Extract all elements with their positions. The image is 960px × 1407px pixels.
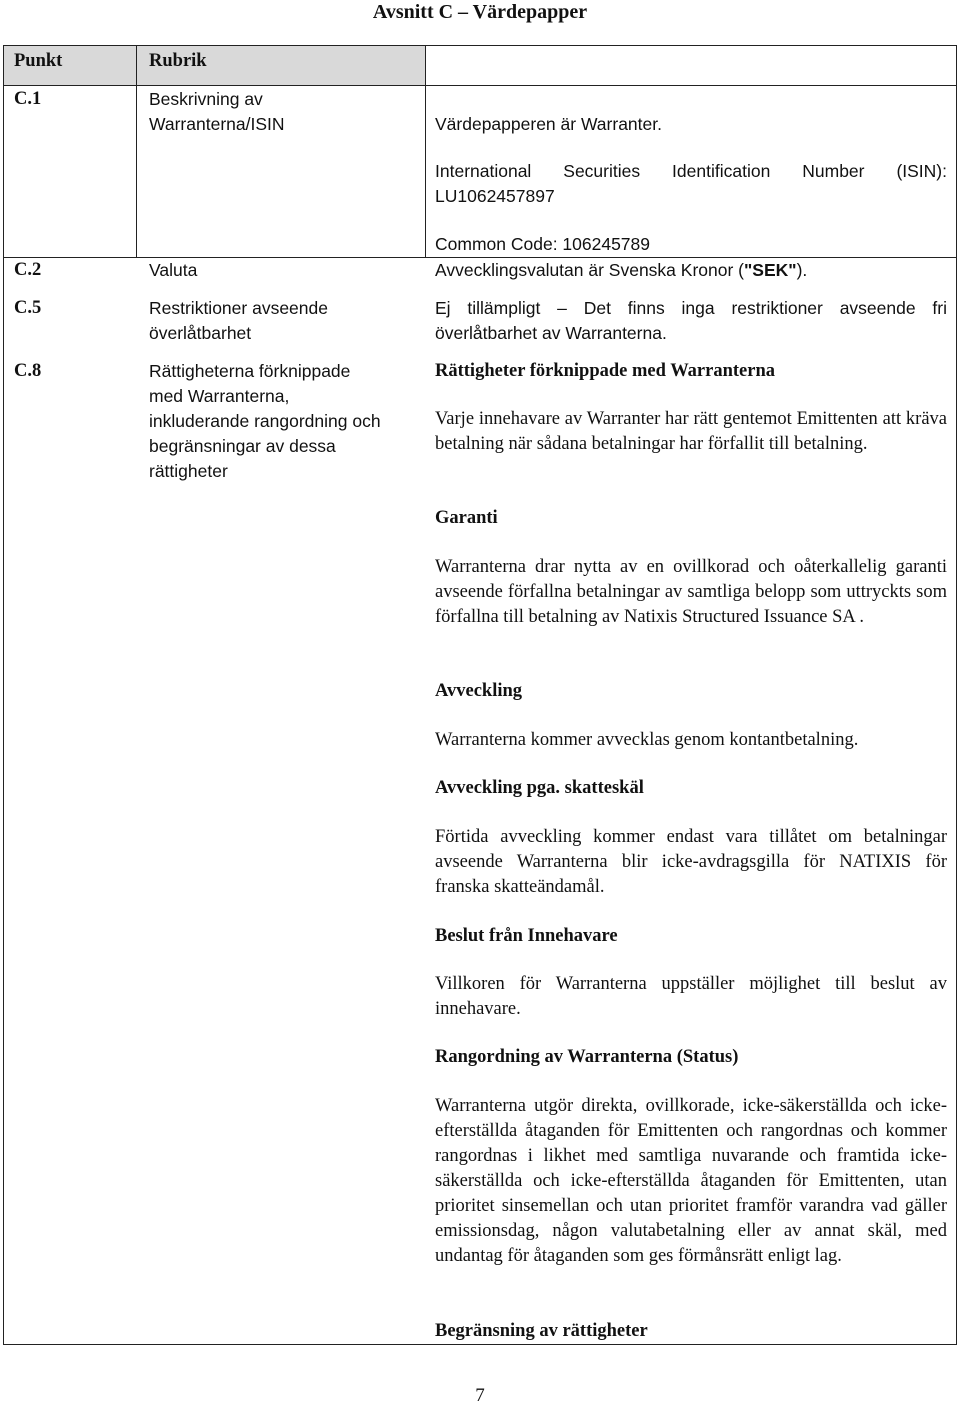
- punkt-c5: C.5: [14, 298, 42, 318]
- c1-text-2: International Securities Identification Number (ISIN): LU1062457897: [435, 161, 947, 206]
- c1-text-3: Common Code: 106245789: [435, 234, 651, 254]
- c2-text: [435, 258, 807, 283]
- c2-text-post: ).: [796, 260, 808, 280]
- c8-heading-beslut: Beslut från Innehavare: [435, 926, 618, 946]
- c8-heading-rangordning: Rangordning av Warranterna (Status): [435, 1047, 739, 1067]
- c8-text-beslut: Villkoren för Warranterna uppställer möjlighet till beslut av innehavare.: [435, 974, 947, 1019]
- rubrik-c8-line3: inkluderande rangordning och: [149, 411, 381, 431]
- c8-text-avveckling: Warranterna kommer avvecklas genom kontantbetalning.: [435, 730, 859, 750]
- c8-text-skatteskal: Förtida avveckling kommer endast vara tillåtet om betalningar avseende Warranterna blir icke-avdragsgilla för NATIXIS för franska skatteändamål.: [435, 827, 947, 897]
- c8-text-rattigheter: Varje innehavare av Warranter har rätt gentemot Emittenten att kräva betalning när sådana betalningar har förfallit till betalning.: [435, 409, 947, 454]
- table-right-border: [956, 45, 957, 1345]
- page-number: 7: [475, 1385, 485, 1406]
- c8-text-rangordning: Warranterna utgör direkta, ovillkorade, icke-säkerställda och icke-efterställda åtaganden för Emittenten och rangordnas och kommer rangordnas i likhet med samtliga nuvarande och framtida icke-säkerställda och icke-efterställda åtaganden för Emittenten, utan prioritet sinsemellan och utan prioritet framför varandra vad gäller emissionsdag, någon valutabetalning eller av annat skäl, med undantag för åtaganden som ges förmånsrätt enligt lag.: [435, 1096, 947, 1266]
- rubrik-c8-line2: med Warranterna,: [149, 386, 290, 406]
- c8-heading-rattigheter: Rättigheter förknippade med Warranterna: [435, 361, 776, 381]
- punkt-c8: C.8: [14, 361, 42, 381]
- c5-text: Ej tillämpligt – Det finns inga restriktioner avseende fri överlåtbarhet av Warranterna.: [435, 298, 947, 343]
- rubrik-c1-line1: Beskrivning av: [149, 89, 263, 109]
- column-divider-2: [425, 45, 426, 257]
- table-left-border: [3, 45, 4, 1345]
- rubrik-c5-line2: överlåtbarhet: [149, 323, 252, 343]
- rubrik-c8-line4: begränsningar av dessa: [149, 436, 336, 456]
- c8-heading-skatteskal: Avveckling pga. skatteskäl: [435, 778, 644, 798]
- punkt-c1: C.1: [14, 89, 42, 109]
- header-punkt: Punkt: [14, 51, 63, 71]
- c1-text-1: Värdepapperen är Warranter.: [435, 114, 662, 134]
- rubrik-c1-line2: Warranterna/ISIN: [149, 114, 285, 134]
- c8-heading-begransning: Begränsning av rättigheter: [435, 1321, 648, 1341]
- header-rubrik: Rubrik: [149, 51, 207, 71]
- column-divider-1: [136, 45, 137, 257]
- rubrik-c5-line1: Restriktioner avseende: [149, 298, 328, 318]
- c2-text-bold: "SEK": [744, 260, 797, 280]
- table-bottom-border: [3, 1344, 957, 1345]
- table-header-band: [4, 46, 426, 85]
- rubrik-c8-line1: Rättigheterna förknippade: [149, 361, 351, 381]
- c8-text-garanti: Warranterna drar nytta av en ovillkorad och oåterkallelig garanti avseende förfallna betalningar av samtliga belopp som uttryckts som förfallna till betalning av Natixis Structured Issuance SA .: [435, 557, 947, 627]
- page-title: Avsnitt C – Värdepapper: [372, 1, 588, 23]
- c8-heading-avveckling: Avveckling: [435, 681, 523, 701]
- c2-text-pre: Avvecklingsvalutan är Svenska Kronor (: [435, 260, 744, 280]
- punkt-c2: C.2: [14, 260, 42, 280]
- rubrik-c8-line5: rättigheter: [149, 461, 228, 481]
- rubrik-c2: Valuta: [149, 260, 198, 280]
- table-header-divider: [3, 85, 957, 86]
- table-top-border: [3, 45, 957, 46]
- c8-heading-garanti: Garanti: [435, 508, 498, 528]
